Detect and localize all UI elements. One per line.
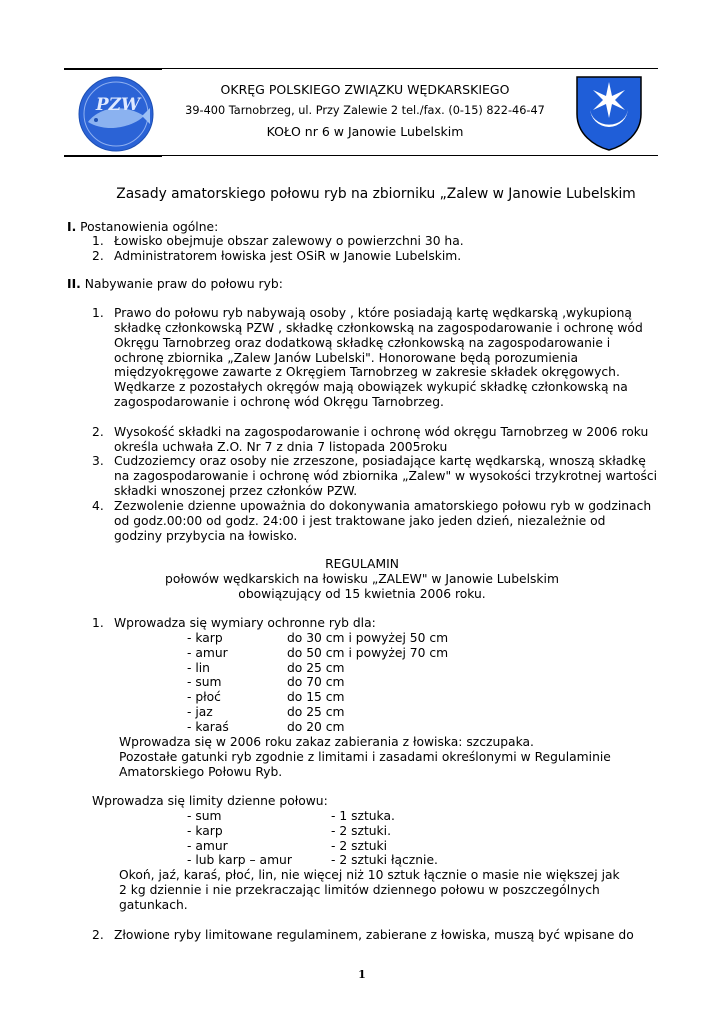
- size-value: do 25 cm: [287, 705, 345, 719]
- section2-title: Nabywanie praw do połowu ryb:: [84, 277, 283, 291]
- section2-item2-line: określa uchwała Z.O. Nr 7 z dnia 7 listopada 2005roku: [114, 440, 448, 454]
- limit-fish: - karp: [187, 824, 223, 838]
- section2-item1-number: 1.: [92, 306, 104, 320]
- section2-item3-line: Cudzoziemcy oraz osoby nie zrzeszone, posiadające kartę wędkarską, wnoszą składkę: [114, 454, 646, 468]
- section2-item3-line: na zagospodarowanie i ochronę wód zbiornika „Zalew" w wysokości trzykrotnej wartości: [114, 469, 658, 483]
- header-top-rule-left: [64, 68, 162, 70]
- regulamin-item1-number: 1.: [92, 616, 104, 630]
- limit-fish: - lub karp – amur: [187, 853, 292, 867]
- size-value: do 70 cm: [287, 675, 345, 689]
- section2-item4-line: od godz.00:00 od godz. 24:00 i jest traktowane jako jeden dzień, niezależnie od: [114, 514, 606, 528]
- section2-item1-line: Okręgu Tarnobrzeg oraz dodatkową składkę członkowską na zagospodarowanie i: [114, 336, 611, 350]
- section2-item1-line: międzyokręgowe zawarte z Okręgiem Tarnobrzeg w zakresie składek okręgowych.: [114, 365, 620, 379]
- document-title: Zasady amatorskiego połowu ryb na zbiorniku „Zalew w Janowie Lubelskim: [116, 186, 636, 202]
- section1-item2-number: 2.: [92, 249, 104, 263]
- pike-ban-text: Wprowadza się w 2006 roku zakaz zabierania z łowiska: szczupaka.: [119, 735, 534, 749]
- section2-item3-number: 3.: [92, 454, 104, 468]
- section1-item2-text: Administratorem łowiska jest OSiR w Janowie Lubelskim.: [114, 249, 462, 263]
- regulamin-item2-text: Złowione ryby limitowane regulaminem, zabierane z łowiska, muszą być wpisane do: [114, 928, 634, 942]
- section1-item1-text: Łowisko obejmuje obszar zalewowy o powierzchni 30 ha.: [114, 234, 464, 248]
- size-fish: - karaś: [187, 720, 229, 734]
- size-fish: - karp: [187, 631, 223, 645]
- size-value: do 30 cm i powyżej 50 cm: [287, 631, 449, 645]
- pzw-logo: [78, 76, 154, 152]
- size-value: do 20 cm: [287, 720, 345, 734]
- section2-item2-number: 2.: [92, 425, 104, 439]
- section2-item4-line: godziny przybycia na łowisko.: [114, 529, 298, 543]
- limits-note-line: 2 kg dziennie i nie przekraczając limitów dziennego połowu w poszczególnych: [119, 883, 600, 897]
- org-address: 39-400 Tarnobrzeg, ul. Przy Zalewie 2 tel./fax. (0-15) 822-46-47: [185, 104, 545, 117]
- size-value: do 25 cm: [287, 661, 345, 675]
- regulamin-heading: REGULAMIN: [325, 557, 399, 571]
- size-value: do 50 cm i powyżej 70 cm: [287, 646, 449, 660]
- limits-note-line: gatunkach.: [119, 898, 188, 912]
- section1-heading: [67, 220, 218, 235]
- limit-value: - 2 sztuki.: [331, 824, 392, 838]
- org-name: OKRĘG POLSKIEGO ZWIĄZKU WĘDKARSKIEGO: [220, 82, 510, 97]
- page-number: 1: [358, 968, 366, 981]
- limit-value: - 2 sztuki łącznie.: [331, 853, 438, 867]
- limits-heading: Wprowadza się limity dzienne połowu:: [92, 794, 328, 808]
- regulamin-subtitle: obowiązujący od 15 kwietnia 2006 roku.: [238, 587, 486, 601]
- circle-name: KOŁO nr 6 w Janowie Lubelskim: [266, 124, 464, 139]
- size-fish: - jaz: [187, 705, 213, 719]
- section1-title: Postanowienia ogólne:: [80, 220, 219, 234]
- header-bottom-rule: [162, 155, 658, 156]
- section2-heading: [67, 277, 283, 292]
- city-crest: [574, 74, 644, 152]
- regulamin-item2-number: 2.: [92, 928, 104, 942]
- limit-value: - 1 sztuka.: [331, 809, 395, 823]
- section2-item2-line: Wysokość składki na zagospodarowanie i ochronę wód okręgu Tarnobrzeg w 2006 roku: [114, 425, 649, 439]
- other-species-line: Pozostałe gatunki ryb zgodnie z limitami i zasadami określonymi w Regulaminie: [119, 750, 611, 764]
- section2-item1-line: Wędkarze z pozostałych okręgów mają obowiązek wykupić składkę członkowską na: [114, 380, 628, 394]
- header-top-rule: [162, 68, 658, 69]
- size-fish: - płoć: [187, 690, 221, 704]
- size-value: do 15 cm: [287, 690, 345, 704]
- logo-text: PZW: [95, 95, 141, 115]
- pzw-fish-logo-icon: [78, 76, 154, 152]
- crescent-star-crest-icon: [574, 74, 644, 152]
- section2-item4-number: 4.: [92, 499, 104, 513]
- section2-item4-line: Zezwolenie dzienne upoważnia do dokonywania amatorskiego połowu ryb w godzinach: [114, 499, 652, 513]
- header-bottom-rule-left: [64, 155, 162, 157]
- section2-item1-line: ochronę zbiornika „Zalew Janów Lubelski". Honorowane będą porozumienia: [114, 351, 579, 365]
- section2-item1-line: Prawo do połowu ryb nabywają osoby , które posiadają kartę wędkarską ,wykupioną: [114, 306, 632, 320]
- size-fish: - lin: [187, 661, 210, 675]
- size-fish: - amur: [187, 646, 228, 660]
- limit-fish: - amur: [187, 839, 228, 853]
- regulamin-item1-text: Wprowadza się wymiary ochronne ryb dla:: [114, 616, 376, 630]
- regulamin-subtitle: połowów wędkarskich na łowisku „ZALEW" w Janowie Lubelskim: [165, 572, 559, 586]
- size-fish: - sum: [187, 675, 222, 689]
- section2-item1-line: zagospodarowanie i ochronę wód Okręgu Tarnobrzeg.: [114, 395, 444, 409]
- section2-number: II.: [67, 277, 81, 291]
- limit-value: - 2 sztuki: [331, 839, 388, 853]
- limits-note-line: Okoń, jaź, karaś, płoć, lin, nie więcej niż 10 sztuk łącznie o masie nie większej jak: [119, 868, 620, 882]
- section2-item3-line: składki wnoszonej przez członków PZW.: [114, 484, 358, 498]
- limit-fish: - sum: [187, 809, 222, 823]
- section1-item1-number: 1.: [92, 234, 104, 248]
- other-species-line: Amatorskiego Połowu Ryb.: [119, 765, 283, 779]
- section1-number: I.: [67, 220, 77, 234]
- section2-item1-line: składkę członkowską PZW , składkę członkowską na zagospodarowanie i ochronę wód: [114, 321, 643, 335]
